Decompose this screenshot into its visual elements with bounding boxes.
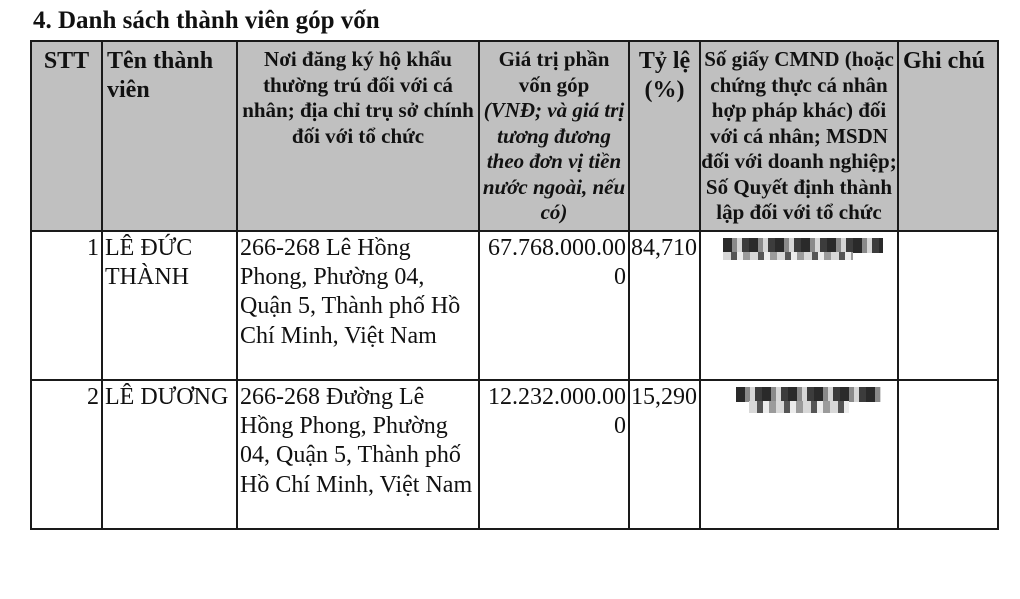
capital-members-table	[30, 40, 999, 530]
cell-ratio: 84,710	[629, 231, 700, 380]
redacted-id-mark	[723, 238, 883, 253]
cell-id-document	[700, 380, 898, 529]
header-capital-value	[479, 41, 629, 231]
redacted-id-mark	[736, 387, 881, 402]
redacted-id-mark	[749, 401, 849, 413]
cell-capital-value: 12.232.000.000	[479, 380, 629, 529]
cell-stt: 1	[31, 231, 102, 380]
header-stt: STT	[31, 41, 102, 231]
cell-stt: 2	[31, 380, 102, 529]
section-heading: 4. Danh sách thành viên góp vốn	[33, 7, 380, 34]
header-member-name: Tên thành viên	[102, 41, 237, 231]
cell-id-document	[700, 231, 898, 380]
cell-member-name: LÊ ĐỨC THÀNH	[102, 231, 237, 380]
header-ratio: Tỷ lệ (%)	[629, 41, 700, 231]
header-id-document: Số giấy CMND (hoặc chứng thực cá nhân hợp pháp khác) đối với cá nhân; MSDN đối với doanh nghiệp; Số Quyết định thành lập đối với tổ chức	[700, 41, 898, 231]
table-header-row	[31, 41, 998, 231]
cell-capital-value: 67.768.000.000	[479, 231, 629, 380]
header-capital-value-note: (VNĐ; và giá trị tương đương theo đơn vị tiền nước ngoài, nếu có)	[482, 98, 626, 224]
table-row	[31, 380, 998, 529]
cell-note	[898, 380, 998, 529]
cell-note	[898, 231, 998, 380]
cell-ratio: 15,290	[629, 380, 700, 529]
redacted-id-mark	[723, 252, 853, 260]
header-note: Ghi chú	[898, 41, 998, 231]
cell-address: 266-268 Đường Lê Hồng Phong, Phường 04, Quận 5, Thành phố Hồ Chí Minh, Việt Nam	[237, 380, 479, 529]
table-row	[31, 231, 998, 380]
header-address: Nơi đăng ký hộ khẩu thường trú đối với cá nhân; địa chỉ trụ sở chính đối với tổ chức	[237, 41, 479, 231]
cell-member-name: LÊ DƯƠNG	[102, 380, 237, 529]
cell-address: 266-268 Lê Hồng Phong, Phường 04, Quận 5, Thành phố Hồ Chí Minh, Việt Nam	[237, 231, 479, 380]
header-capital-value-main: Giá trị phần vốn góp	[498, 47, 610, 97]
